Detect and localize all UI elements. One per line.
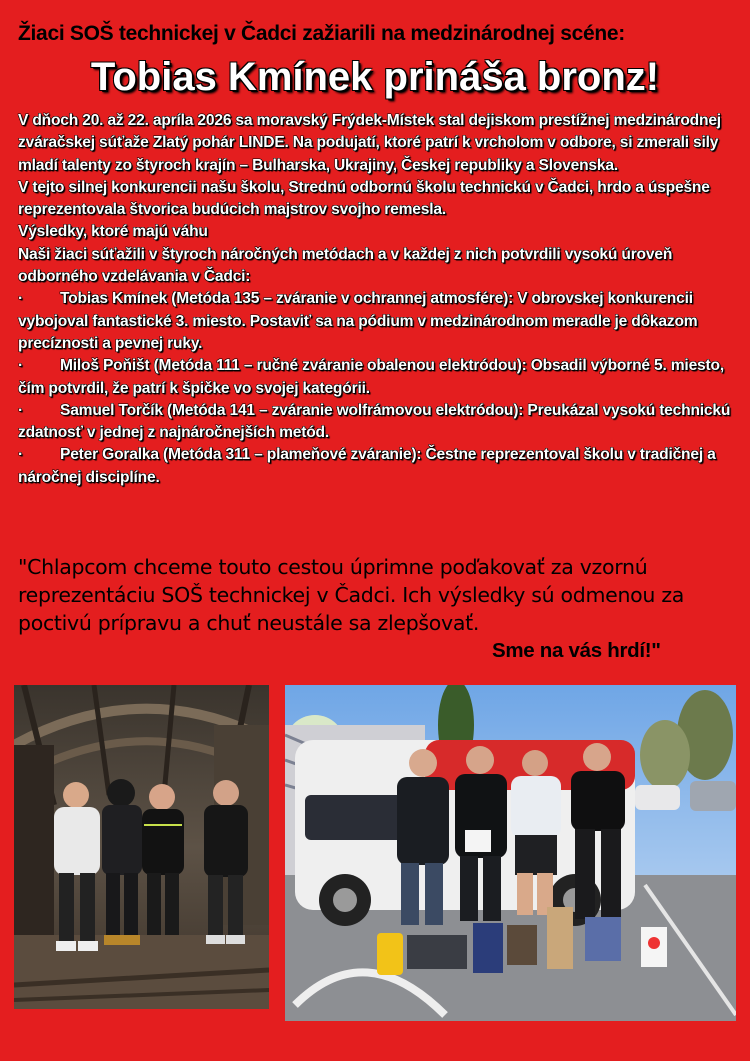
result-text: Tobias Kmínek (Metóda 135 – zváranie v ochrannej atmosfére): V obrovskej konkurencii vybojoval fantastické 3. miesto. Postaviť sa na pódium v medzinárodnom meradle je dôkazom precíznosti a pevnej ruky. [18, 290, 698, 352]
quote-block [18, 553, 738, 665]
result-item [18, 444, 738, 489]
bullet-marker: · [18, 446, 23, 464]
bullet-marker: · [18, 290, 23, 308]
result-text: Miloš Poňišt (Metóda 111 – ručné zváranie obalenou elektródou): Obsadil výborné 5. miesto, čím potvrdil, že patrí k špičke vo svojej kategórii. [18, 357, 724, 397]
result-text: Samuel Torčík (Metóda 141 – zváranie wolfrámovou elektródou): Preukázal vysokú technickú zdatnosť v jednej z najnáročnejších metód. [18, 401, 731, 442]
intro-paragraph: V dňoch 20. až 22. apríla 2026 sa moravský Frýdek-Místek stal dejiskom prestížnej medzinárodnej zváračskej súťaže Zlatý pohár LINDE. Na podujatí, ktoré patrí k vrcholom v odbore, si zmerali sily mladí talenty zo štyroch krajín – Bulharska, Ukrajiny, Českej republiky a Slovenska. [18, 112, 721, 174]
prize-photo [285, 685, 736, 1021]
bullet-marker: · [18, 357, 23, 375]
results-intro: Naši žiaci súťažili v štyroch náročných metódach a v každej z nich potvrdili vysokú úroveň odborného vzdelávania v Čadci: [18, 245, 673, 286]
bullet-marker: · [18, 401, 23, 419]
result-text: Peter Goralka (Metóda 311 – plameňové zváranie): Čestne reprezentoval školu v tradičnej a náročnej disciplíne. [18, 446, 716, 486]
main-title: Tobias Kmínek prináša bronz! [90, 55, 660, 99]
result-item [18, 400, 738, 445]
result-item [18, 288, 738, 355]
results-heading: Výsledky, ktoré majú váhu [18, 223, 208, 241]
result-item [18, 355, 738, 400]
article-body [18, 110, 738, 489]
school-paragraph: V tejto silnej konkurencii našu školu, Strednú odbornú školu technickú v Čadci, hrdo a úspešne reprezentovala štvorica budúcich majstrov svojho remesla. [18, 178, 710, 219]
pre-title: Žiaci SOŠ technickej v Čadci zažiarili na medzinárodnej scéne: [18, 22, 625, 45]
workshop-photo [14, 685, 269, 1009]
quote-text: "Chlapcom chceme touto cestou úprimne poďakovať za vzornú reprezentáciu SOŠ technickej v Čadci. Ich výsledky sú odmenou za poctivú prípravu a chuť neustále sa zlepšovať. [18, 555, 685, 635]
quote-signature: Sme na vás hrdí!" [492, 639, 661, 662]
